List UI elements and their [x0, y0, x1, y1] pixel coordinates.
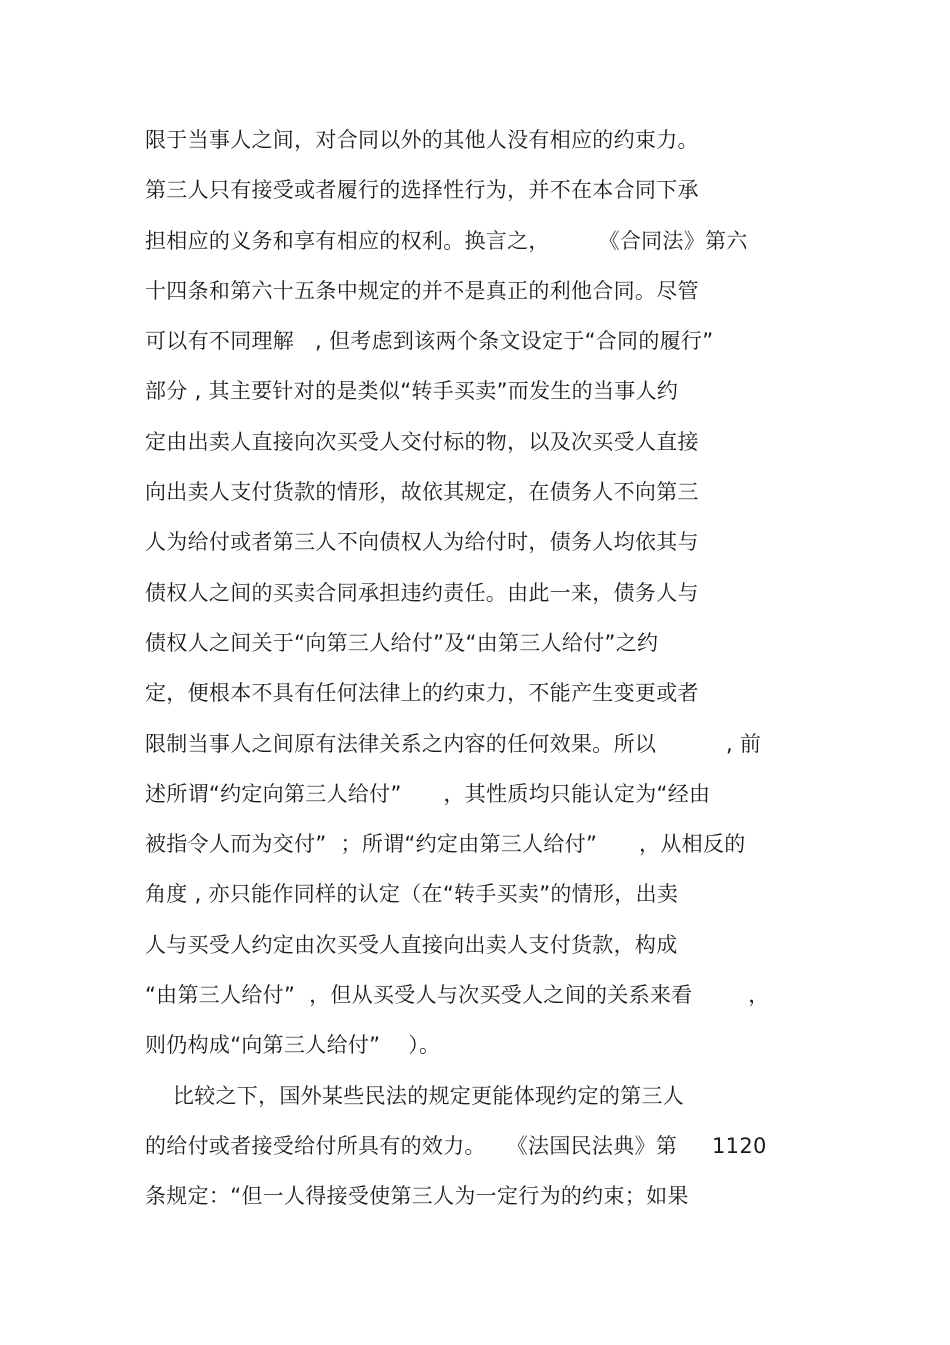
text-line: 担相应的义务和享有相应的权利。换言之， 《合同法》第六 — [145, 228, 748, 253]
text-line: 的给付或者接受给付所具有的效力。 《法国民法典》第 1120 — [145, 1133, 767, 1158]
text-line: 限于当事人之间，对合同以外的其他人没有相应的约束力。 — [145, 128, 699, 152]
text-line: “由第三人给付” ，但从买受人与次买受人之间的关系来看 ， — [145, 983, 770, 1008]
text-line: 可以有不同理解 , 但考虑到该两个条文设定于“合同的履行” — [145, 329, 714, 354]
text-line: 定，便根本不具有任何法律上的约束力，不能产生变更或者 — [145, 681, 699, 706]
text-line: 条规定：“但一人得接受使第三人为一定行为的约束；如果 — [145, 1184, 689, 1209]
text-line: 定由出卖人直接向次买受人交付标的物，以及次买受人直接 — [145, 429, 699, 454]
text-line: 被指令人而为交付” ；所谓“约定由第三人给付” ，从相反的 — [145, 832, 746, 857]
text-line: 债权人之间关于“向第三人给付”及“由第三人给付”之约 — [145, 630, 659, 655]
text-line: 则仍构成“向第三人给付” ）。 — [145, 1033, 441, 1058]
text-line: 人为给付或者第三人不向债权人为给付时，债务人均依其与 — [145, 530, 699, 555]
text-line: 角度 , 亦只能作同样的认定（在“转手买卖”的情形，出卖 — [145, 882, 679, 907]
paragraph-start-line: 比较之下，国外某些民法的规定更能体现约定的第三人 — [145, 1083, 685, 1108]
text-line: 向出卖人支付货款的情形，故依其规定，在债务人不向第三 — [145, 480, 699, 505]
text-line: 限制当事人之间原有法律关系之内容的任何效果。所以 , 前 — [145, 731, 762, 756]
text-line: 第三人只有接受或者履行的选择性行为，并不在本合同下承 — [145, 178, 699, 203]
text-line: 述所谓“约定向第三人给付” ，其性质均只能认定为“经由 — [145, 781, 711, 806]
text-line: 人与买受人约定由次买受人直接向出卖人支付货款，构成 — [145, 932, 678, 957]
text-line: 部分 , 其主要针对的是类似“转手买卖”而发生的当事人约 — [145, 379, 679, 404]
text-line: 债权人之间的买卖合同承担违约责任。由此一来，债务人与 — [145, 580, 699, 605]
body-text — [145, 122, 825, 1229]
text-line: 十四条和第六十五条中规定的并不是真正的利他合同。尽管 — [145, 278, 699, 303]
